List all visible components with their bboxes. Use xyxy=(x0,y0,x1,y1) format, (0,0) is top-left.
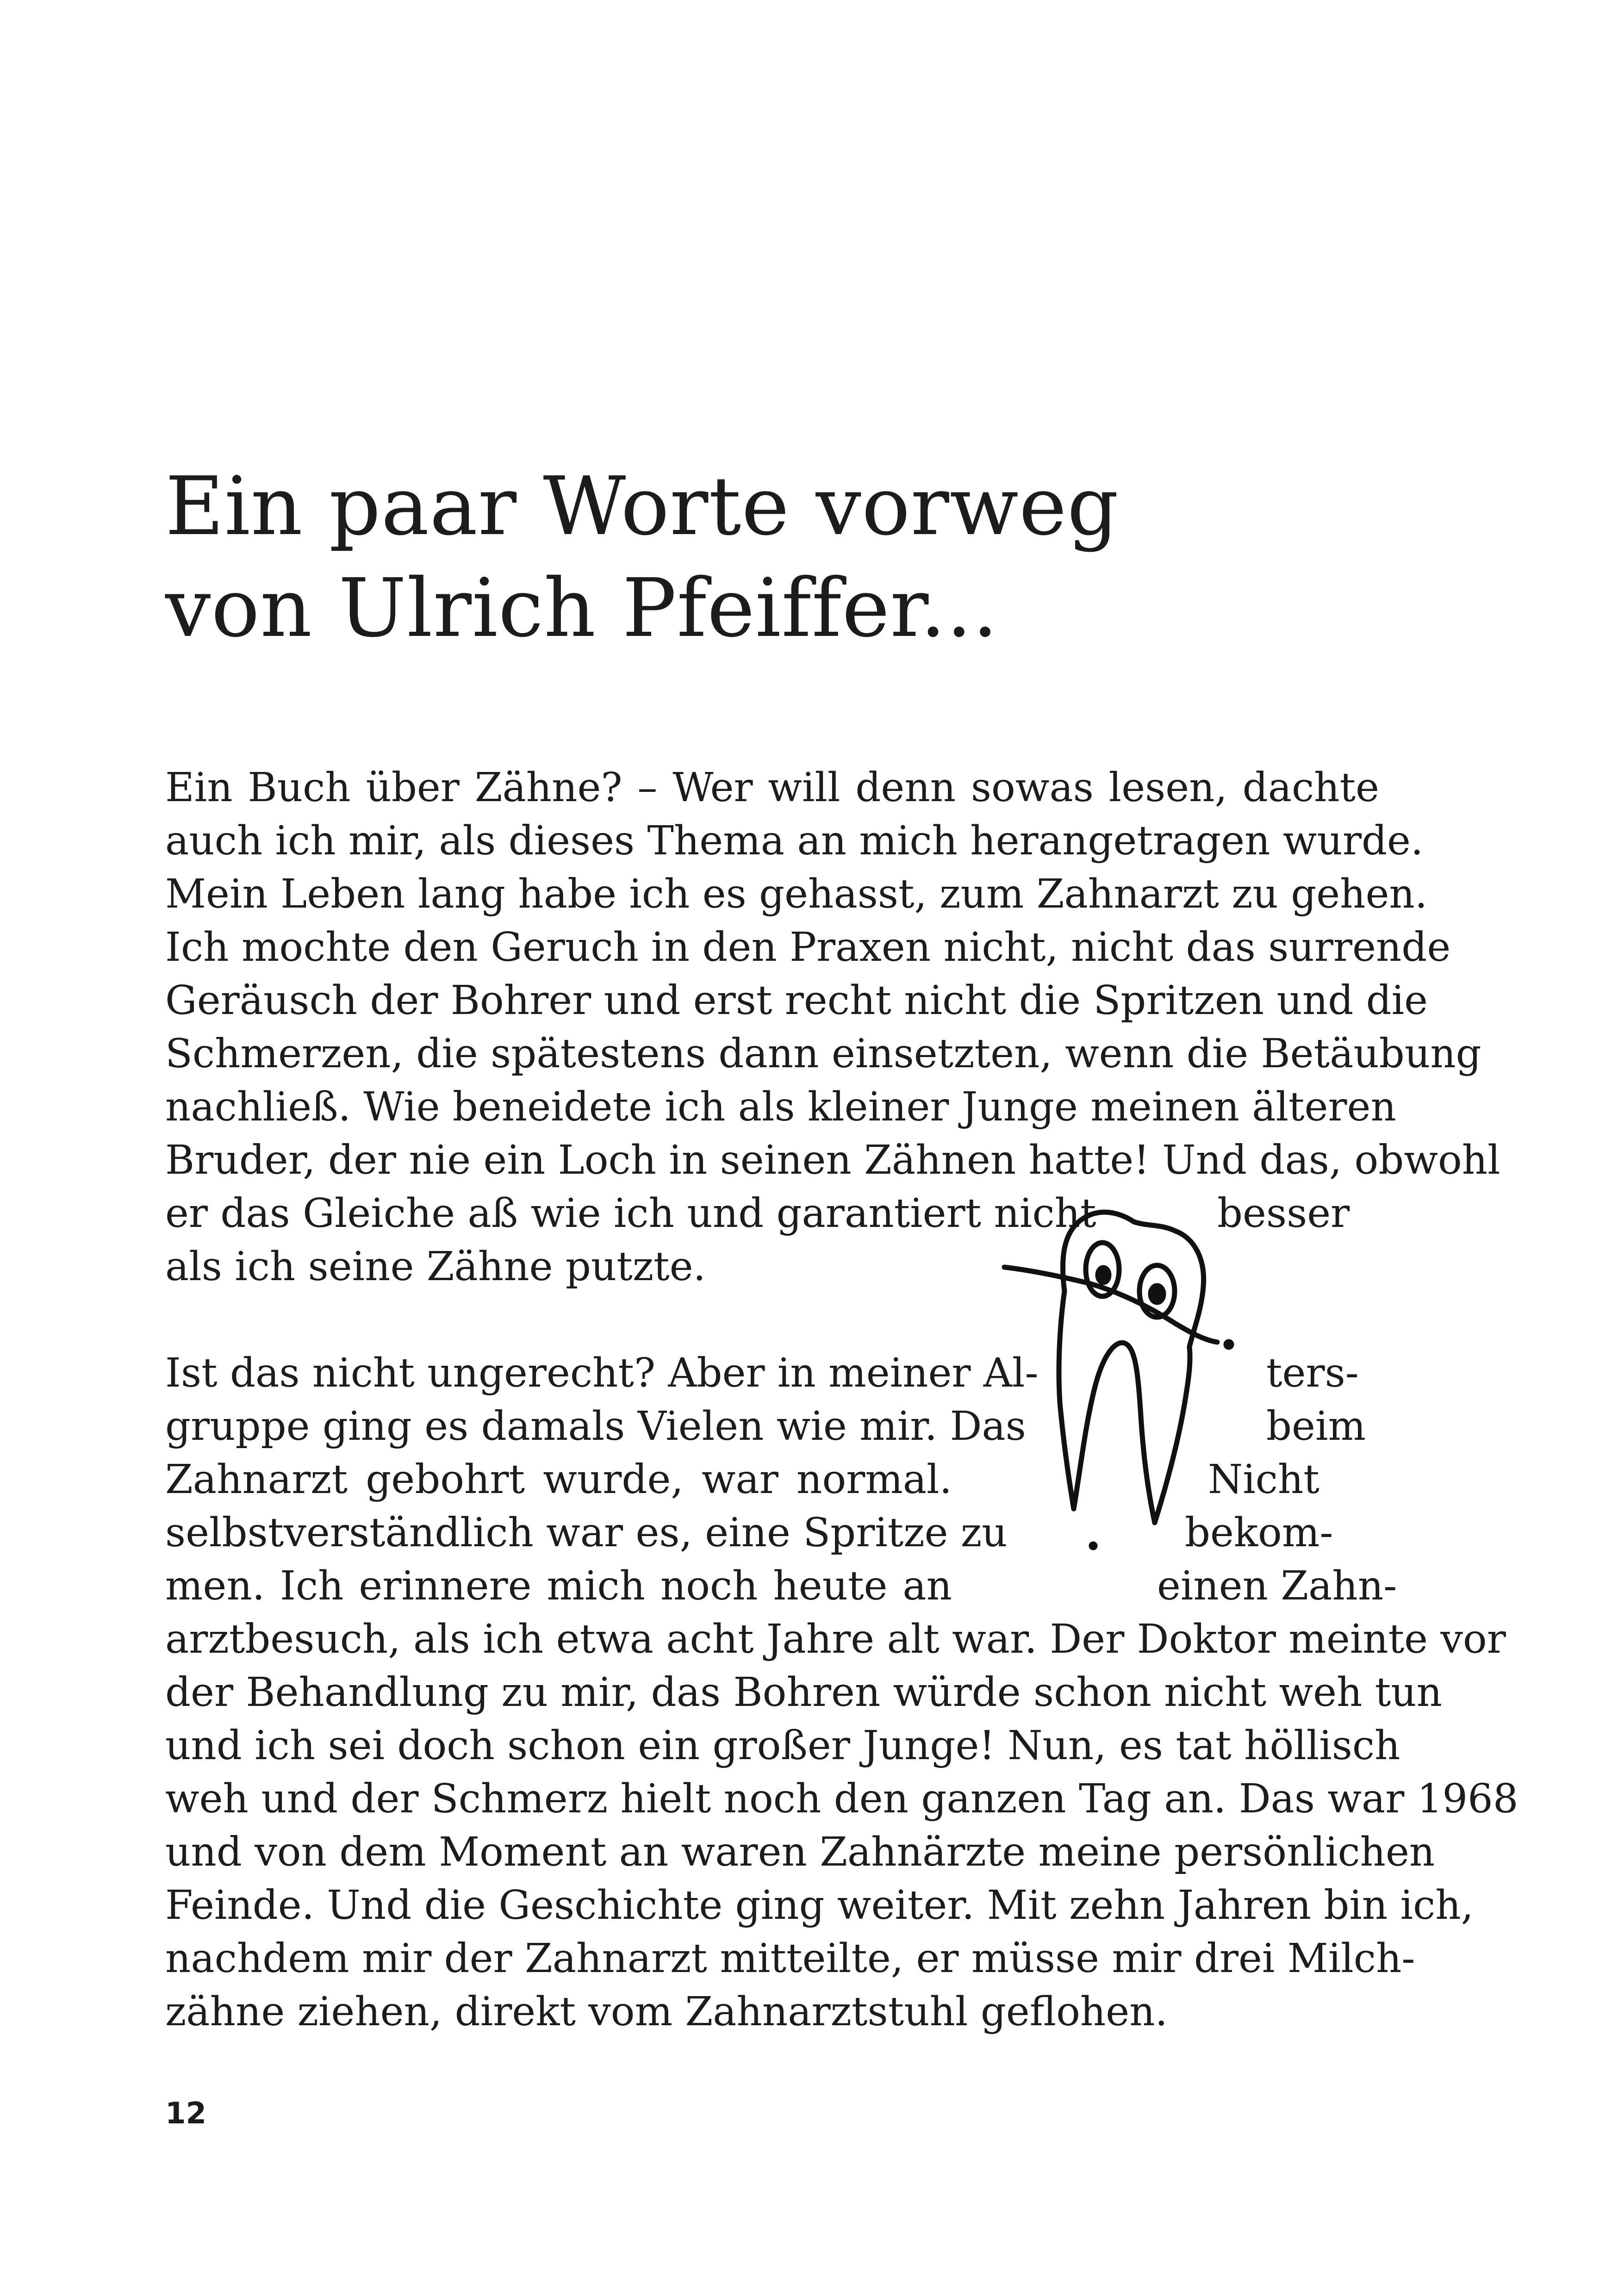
page-number: 12 xyxy=(165,2097,207,2131)
text-line: Geräusch der Bohrer und erst recht nicht die Spritzen und die xyxy=(165,977,1428,1024)
chapter-title xyxy=(165,456,1119,660)
text-line: nachließ. Wie beneidete ich als kleiner Junge meinen älteren xyxy=(165,1084,1396,1130)
text-line: auch ich mir, als dieses Thema an mich herangetragen wurde. xyxy=(165,818,1424,864)
text-line-right: bekom- xyxy=(1185,1510,1333,1556)
text-line: und von dem Moment an waren Zahnärzte meine persönlichen xyxy=(165,1829,1435,1875)
text-line: nachdem mir der Zahnarzt mitteilte, er müsse mir drei Milch- xyxy=(165,1935,1415,1982)
text-line: der Behandlung zu mir, das Bohren würde schon nicht weh tun xyxy=(165,1669,1443,1716)
text-line: Schmerzen, die spätestens dann einsetzten, wenn die Betäubung xyxy=(165,1031,1481,1077)
text-line-right: einen Zahn- xyxy=(1157,1563,1397,1609)
text-line: Ein Buch über Zähne? – Wer will denn sowas lesen, dachte xyxy=(165,765,1379,811)
text-line: Feinde. Und die Geschichte ging weiter. Mit zehn Jahren bin ich, xyxy=(165,1882,1474,1929)
text-line-wrapped: gruppe ging es damals Vielen wie mir. Das xyxy=(165,1403,1026,1450)
text-line: Mein Leben lang habe ich es gehasst, zum Zahnarzt zu gehen. xyxy=(165,871,1428,917)
chapter-title-line-1: Ein paar Worte vorweg xyxy=(165,460,1120,554)
chapter-title-line-2: von Ulrich Pfeiffer... xyxy=(165,561,999,655)
tooth-drawing-icon xyxy=(995,1185,1254,1564)
text-line: Bruder, der nie ein Loch in seinen Zähnen hatte! Und das, obwohl xyxy=(165,1137,1500,1183)
text-line-wrapped: selbstverständlich war es, eine Spritze zu xyxy=(165,1510,1008,1556)
text-line: und ich sei doch schon ein großer Junge! Nun, es tat höllisch xyxy=(165,1723,1400,1769)
text-line-right: besser xyxy=(1217,1190,1350,1237)
text-line: als ich seine Zähne putzte. xyxy=(165,1244,706,1290)
text-line-wrapped: men. Ich erinnere mich noch heute an xyxy=(165,1563,952,1609)
text-line-right: beim xyxy=(1266,1403,1366,1450)
text-line: zähne ziehen, direkt vom Zahnarztstuhl geflohen. xyxy=(165,1989,1168,2035)
text-line-wrapped: Zahnarzt gebohrt wurde, war normal. xyxy=(165,1456,952,1503)
text-line: weh und der Schmerz hielt noch den ganzen Tag an. Das war 1968 xyxy=(165,1776,1518,1822)
text-line-right: ters- xyxy=(1266,1350,1359,1396)
text-line: arztbesuch, als ich etwa acht Jahre alt war. Der Doktor meinte vor xyxy=(165,1616,1506,1662)
text-line: er das Gleiche aß wie ich und garantiert nicht xyxy=(165,1190,1096,1237)
text-line: Ich mochte den Geruch in den Praxen nicht, nicht das surrende xyxy=(165,924,1451,971)
text-line-wrapped: Ist das nicht ungerecht? Aber in meiner Al- xyxy=(165,1350,1039,1396)
text-line-right: Nicht xyxy=(1208,1456,1319,1503)
